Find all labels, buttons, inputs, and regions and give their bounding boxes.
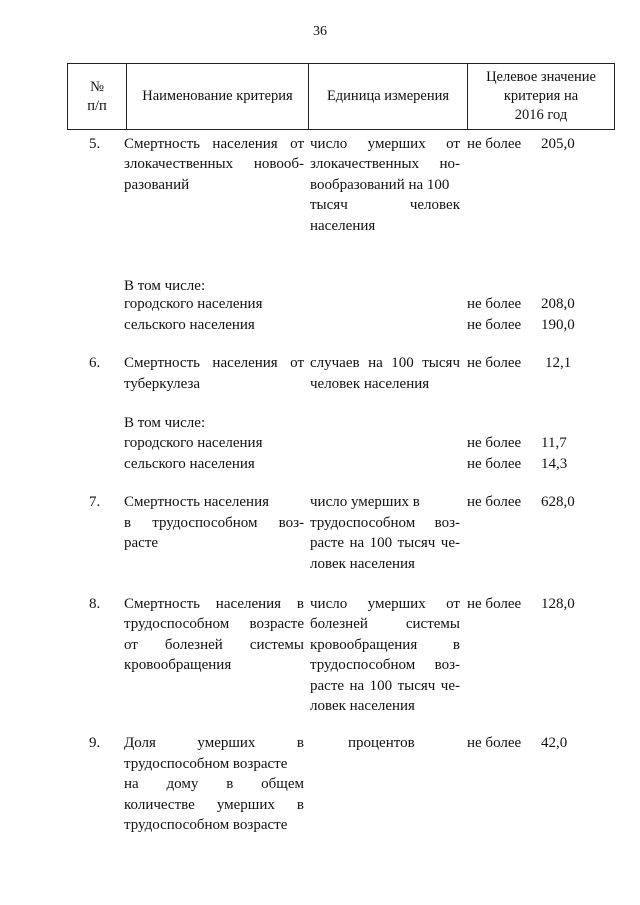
criterion-name-line: от болезней системы — [124, 637, 304, 653]
row-number: 7. — [89, 494, 101, 510]
target-value: 12,1 — [545, 355, 572, 371]
criterion-name-line: на дому в общем — [124, 776, 304, 792]
sub-condition: не более — [467, 296, 522, 312]
unit-line: кровообращения в — [310, 637, 460, 653]
unit-line: злокачественных но- — [310, 156, 460, 172]
criterion-name-line: Смертность населения в — [124, 596, 304, 612]
unit-line: вообразований на 100 — [310, 177, 450, 193]
unit-line: расте на 100 тысяч че- — [310, 678, 460, 694]
unit-line: человек населения — [310, 376, 430, 392]
target-value: 205,0 — [541, 136, 575, 152]
sub-condition: не более — [467, 435, 522, 451]
sub-label: городского населения — [124, 296, 263, 312]
criterion-name-line: расте — [124, 535, 159, 551]
sub-value: 190,0 — [541, 317, 575, 333]
condition-text: не более — [467, 596, 522, 612]
unit-line: процентов — [348, 735, 415, 751]
criterion-name-line: количестве умерших в — [124, 797, 304, 813]
unit-line: тысяч человек — [310, 197, 460, 213]
criterion-name-line: разований — [124, 177, 190, 193]
target-value: 42,0 — [541, 735, 568, 751]
sub-condition: не более — [467, 456, 522, 472]
target-value: 128,0 — [541, 596, 575, 612]
condition-text: не более — [467, 136, 522, 152]
criterion-name-line: Смертность населения от — [124, 355, 304, 371]
unit-line: ловек населения — [310, 556, 415, 572]
unit-line: число умерших в — [310, 494, 420, 510]
sub-label: городского населения — [124, 435, 263, 451]
criterion-name-line: кровообращения — [124, 657, 232, 673]
criterion-name-line: в трудоспособном воз- — [124, 515, 304, 531]
unit-line: населения — [310, 218, 376, 234]
sub-heading: В том числе: — [124, 278, 206, 294]
unit-line: число умерших от — [310, 596, 460, 612]
sub-value: 14,3 — [541, 456, 568, 472]
sub-value: 11,7 — [541, 435, 567, 451]
condition-text: не более — [467, 494, 522, 510]
unit-line: число умерших от — [310, 136, 460, 152]
header-unit: Единица измерения — [309, 64, 468, 130]
unit-line: трудоспособном воз- — [310, 515, 460, 531]
sub-value: 208,0 — [541, 296, 575, 312]
unit-line: случаев на 100 тысяч — [310, 355, 460, 371]
sub-label: сельского населения — [124, 317, 255, 333]
criterion-name-line: туберкулеза — [124, 376, 201, 392]
sub-condition: не более — [467, 317, 522, 333]
criterion-name-line: трудоспособном возрасте — [124, 616, 304, 632]
table-header — [67, 63, 615, 130]
criterion-name-line: злокачественных новооб- — [124, 156, 304, 172]
criterion-name-line: Доля умерших в — [124, 735, 304, 751]
unit-line: расте на 100 тысяч че- — [310, 535, 460, 551]
target-value: 628,0 — [541, 494, 575, 510]
row-number: 6. — [89, 355, 101, 371]
condition-text: не более — [467, 355, 522, 371]
sub-label: сельского населения — [124, 456, 255, 472]
unit-line: болезней системы — [310, 616, 460, 632]
header-num: № п/п — [68, 64, 127, 130]
header-target: Целевое значение критерия на 2016 год — [468, 64, 615, 130]
criterion-name-line: Смертность населения от — [124, 136, 304, 152]
row-number: 9. — [89, 735, 101, 751]
criterion-name-line: трудоспособном возрасте — [124, 756, 288, 772]
row-number: 5. — [89, 136, 101, 152]
criterion-name-line: трудоспособном возрасте — [124, 817, 288, 833]
sub-heading: В том числе: — [124, 415, 206, 431]
row-number: 8. — [89, 596, 101, 612]
page-number: 36 — [313, 24, 327, 39]
header-name: Наименование критерия — [127, 64, 309, 130]
unit-line: ловек населения — [310, 698, 415, 714]
criterion-name-line: Смертность населения — [124, 494, 269, 510]
condition-text: не более — [467, 735, 522, 751]
unit-line: трудоспособном воз- — [310, 657, 460, 673]
